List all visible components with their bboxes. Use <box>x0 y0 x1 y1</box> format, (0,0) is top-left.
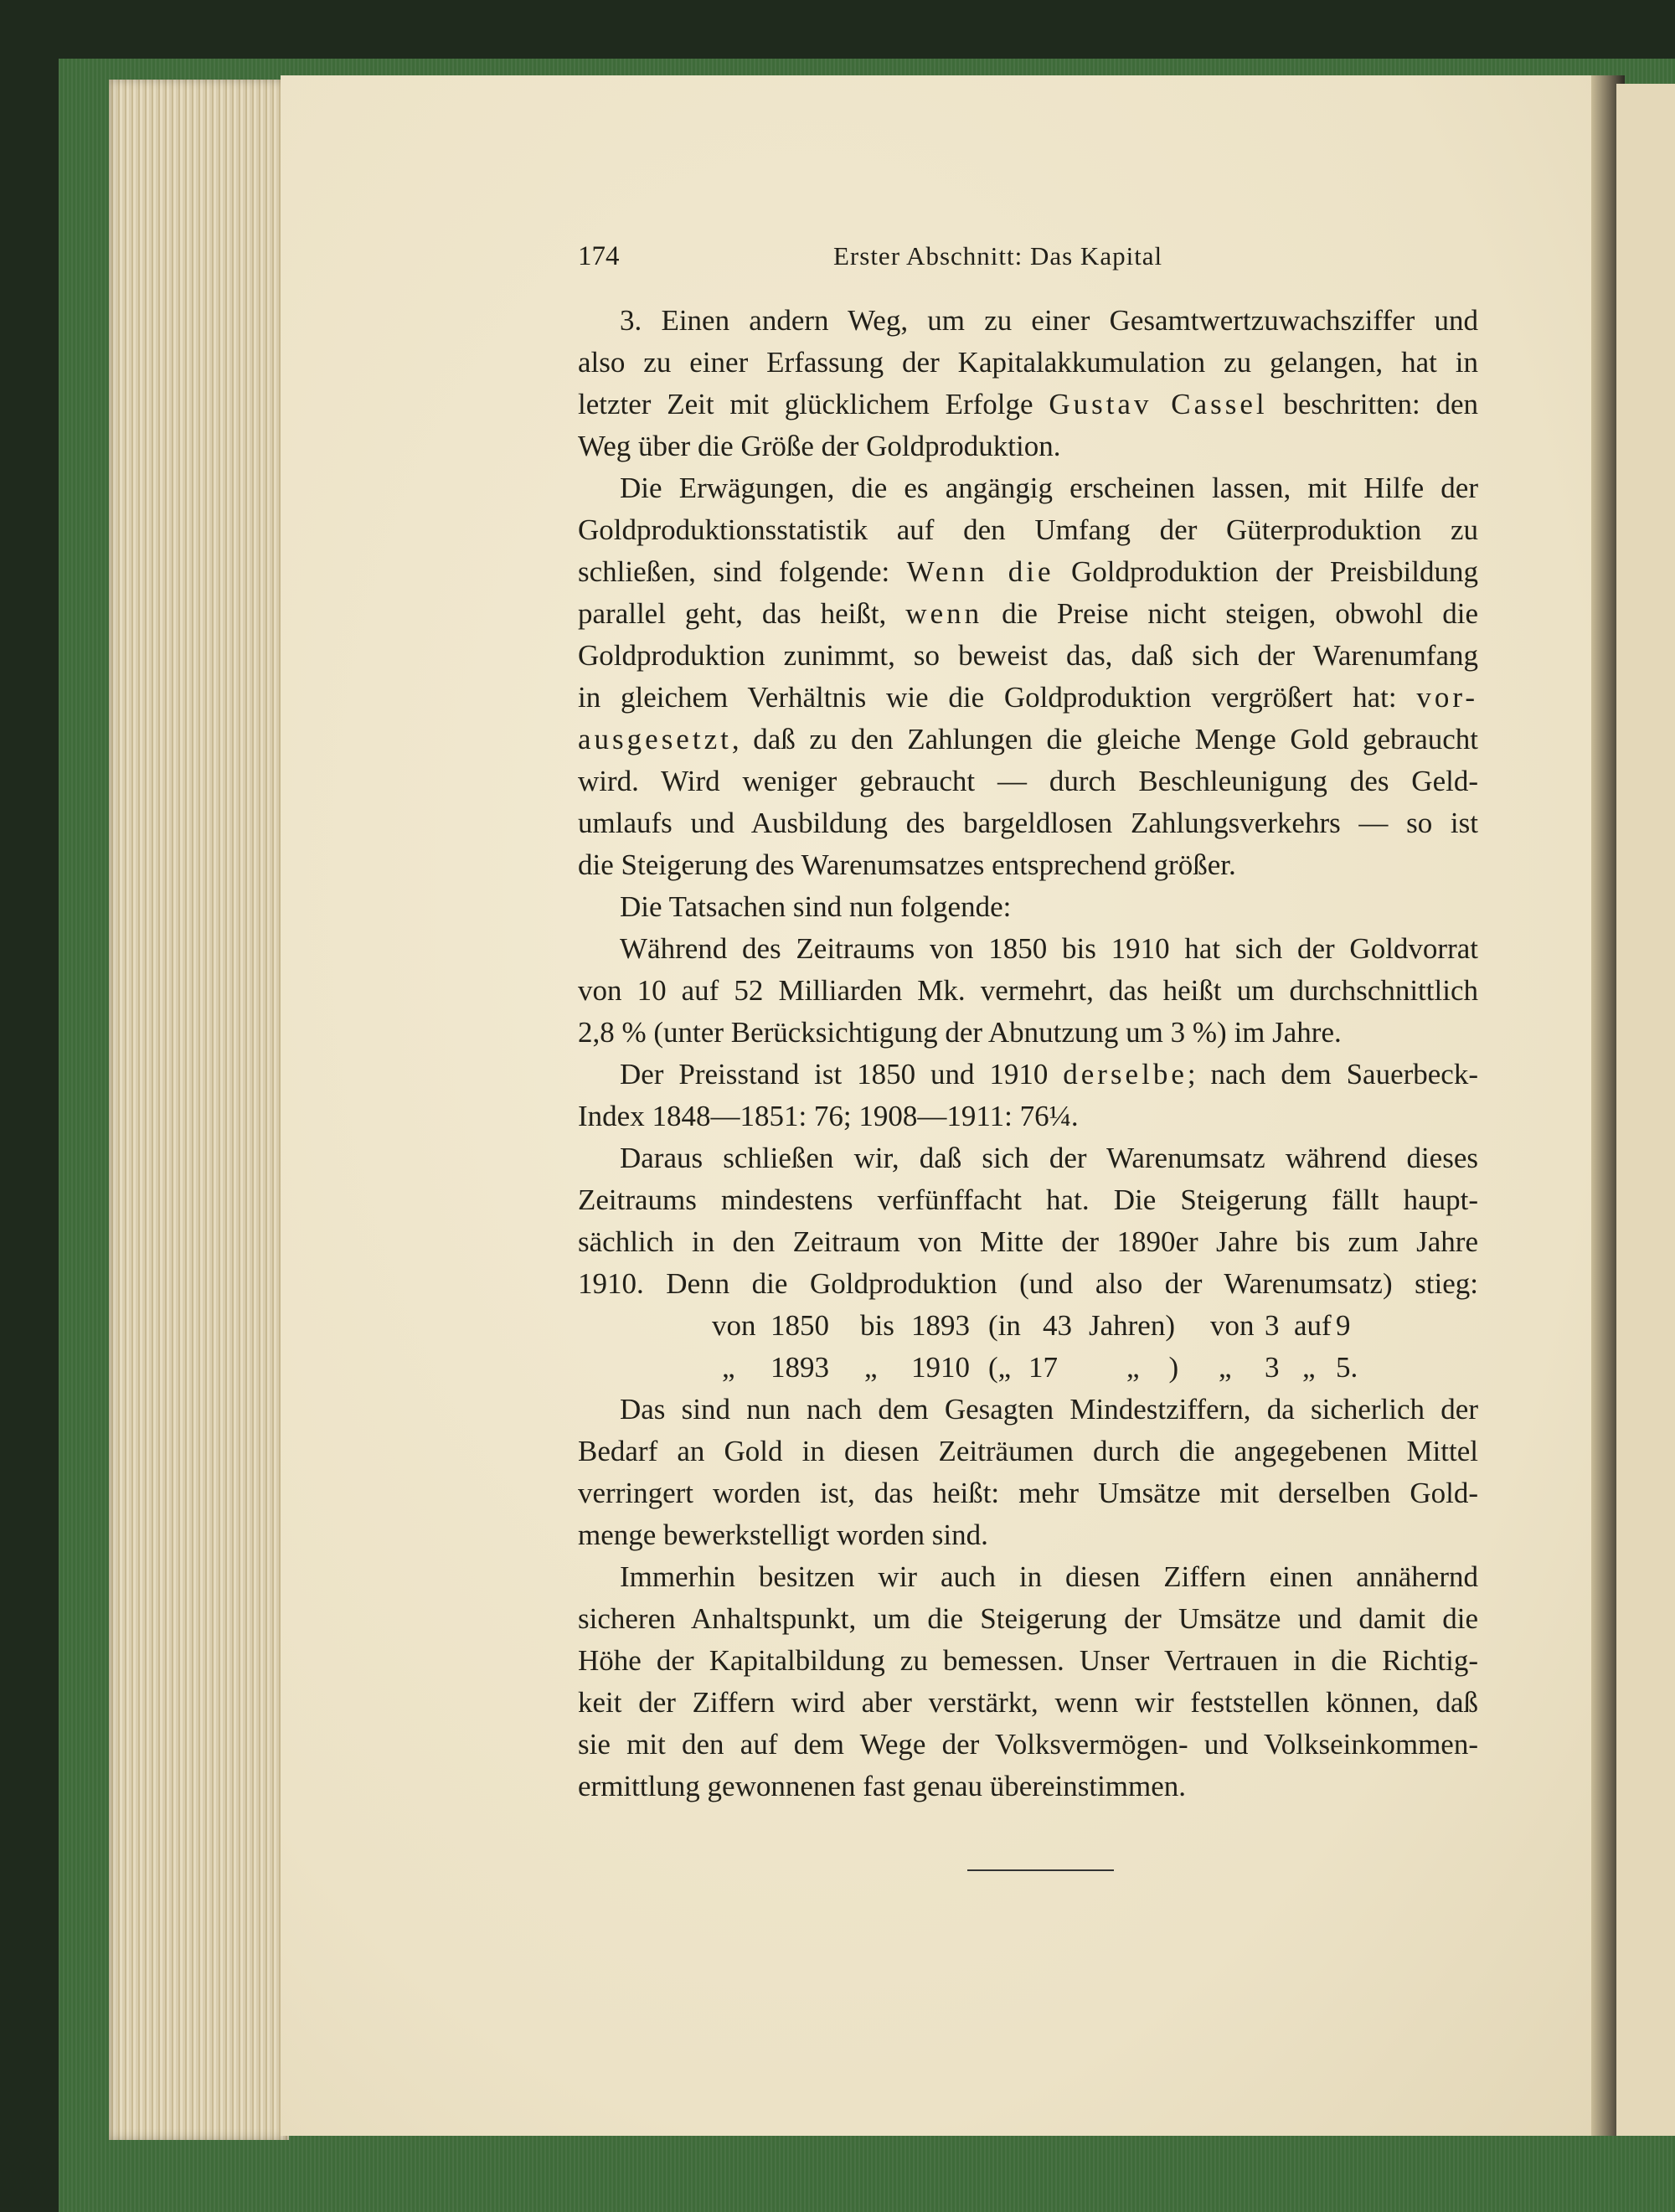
table-cell: „ ) <box>1126 1351 1179 1384</box>
text-line: menge bewerkstelligt worden sind. <box>578 1518 988 1551</box>
text-line: schließen, sind folgende: Wenn die Goldproduktion der Preisbildung <box>578 555 1478 588</box>
text-line: in gleichem Verhältnis wie die Goldproduktion vergrößert hat: vor- <box>578 681 1478 714</box>
running-title: Erster Abschnitt: Das Kapital <box>833 241 1163 271</box>
spaced-name: Gustav Cassel <box>1049 388 1268 420</box>
table-cell: von <box>1210 1309 1255 1342</box>
text-line: Die Tatsachen sind nun folgende: <box>620 890 1012 923</box>
text-line: die Steigerung des Warenumsatzes entsprechend größer. <box>578 848 1236 881</box>
text-line: parallel geht, das heißt, wenn die Preise nicht steigen, obwohl die <box>578 597 1478 630</box>
text-line: also zu einer Erfassung der Kapitalakkumulation zu gelangen, hat in <box>578 346 1478 379</box>
table-cell: bis <box>860 1309 894 1342</box>
table-cell: 1893 <box>770 1351 829 1384</box>
text-line: wird. Wird weniger gebraucht — durch Beschleunigung des Geld- <box>578 765 1478 797</box>
table-cell: 9 <box>1336 1309 1351 1342</box>
text-line: ermittlung gewonnenen fast genau übereinstimmen. <box>578 1770 1187 1802</box>
table-cell: 1850 <box>770 1309 829 1342</box>
text-line: keit der Ziffern wird aber verstärkt, wenn wir feststellen können, daß <box>578 1686 1478 1719</box>
table-cell: (in <box>988 1309 1021 1342</box>
text-line: sächlich in den Zeitraum von Mitte der 1890er Jahre bis zum Jahre <box>578 1225 1478 1258</box>
text-line: letzter Zeit mit glücklichem Erfolge Gustav Cassel beschritten: den <box>578 388 1478 420</box>
text-line: umlaufs und Ausbildung des bargeldlosen Zahlungsverkehrs — so ist <box>578 807 1478 839</box>
text-line: 2,8 % (unter Berücksichtigung der Abnutzung um 3 %) im Jahre. <box>578 1016 1342 1049</box>
text-line: Die Erwägungen, die es angängig erscheinen lassen, mit Hilfe der <box>620 472 1478 504</box>
table-cell: „ <box>722 1351 735 1384</box>
table-cell: Jahren) <box>1089 1309 1176 1342</box>
text-line: Höhe der Kapitalbildung zu bemessen. Unser Vertrauen in die Richtig- <box>578 1644 1478 1677</box>
table-cell: 1910 <box>911 1351 970 1384</box>
table-cell: von <box>712 1309 756 1342</box>
text-line: Während des Zeitraums von 1850 bis 1910 hat sich der Goldvorrat <box>620 932 1478 965</box>
facing-page-edge <box>1616 84 1675 2136</box>
page-number: 174 <box>578 241 620 271</box>
text-line: Immerhin besitzen wir auch in diesen Ziffern einen annähernd <box>620 1560 1478 1593</box>
section-end-rule <box>967 1869 1114 1871</box>
table-cell: 3 <box>1265 1309 1280 1342</box>
table-cell: 5. <box>1336 1351 1358 1384</box>
table-cell: 1893 <box>911 1309 970 1342</box>
table-cell: 17 <box>1028 1351 1058 1384</box>
text-line: Bedarf an Gold in diesen Zeiträumen durch die angegebenen Mittel <box>578 1435 1478 1467</box>
text-line: Index 1848—1851: 76; 1908—1911: 76¼. <box>578 1100 1079 1132</box>
text-line: Daraus schließen wir, daß sich der Warenumsatz während dieses <box>620 1142 1478 1174</box>
text-line: 3. Einen andern Weg, um zu einer Gesamtwertzuwachsziffer und <box>620 304 1478 337</box>
text-line: sicheren Anhaltspunkt, um die Steigerung der Umsätze und damit die <box>578 1602 1478 1635</box>
text-line: Das sind nun nach dem Gesagten Mindestziffern, da sicherlich der <box>620 1393 1478 1426</box>
table-cell: 3 <box>1265 1351 1280 1384</box>
text-line: Goldproduktion zunimmt, so beweist das, daß sich der Warenumfang <box>578 639 1478 672</box>
text-line: Weg über die Größe der Goldproduktion. <box>578 430 1061 462</box>
text-line: verringert worden ist, das heißt: mehr Umsätze mit derselben Gold- <box>578 1477 1478 1509</box>
table-cell: auf <box>1294 1309 1332 1342</box>
text-line: sie mit den auf dem Wege der Volksvermögen- und Volkseinkommen- <box>578 1728 1478 1761</box>
text-line: von 10 auf 52 Milliarden Mk. vermehrt, das heißt um durchschnittlich <box>578 974 1478 1007</box>
table-cell: 43 <box>1043 1309 1072 1342</box>
text-line: Goldproduktionsstatistik auf den Umfang der Güterproduktion zu <box>578 513 1478 546</box>
table-cell: „ <box>864 1351 878 1384</box>
text-line: Der Preisstand ist 1850 und 1910 derselbe; nach dem Sauerbeck- <box>620 1058 1478 1091</box>
text-line: ausgesetzt, daß zu den Zahlungen die gleiche Menge Gold gebraucht <box>578 723 1478 755</box>
table-cell: („ <box>988 1351 1012 1384</box>
text-line: Zeitraums mindestens verfünffacht hat. Die Steigerung fällt haupt- <box>578 1183 1478 1216</box>
text-line: 1910. Denn die Goldproduktion (und also der Warenumsatz) stieg: <box>578 1267 1478 1300</box>
table-cell: „ <box>1219 1351 1232 1384</box>
page-edges <box>109 80 289 2140</box>
table-cell: „ <box>1302 1351 1316 1384</box>
